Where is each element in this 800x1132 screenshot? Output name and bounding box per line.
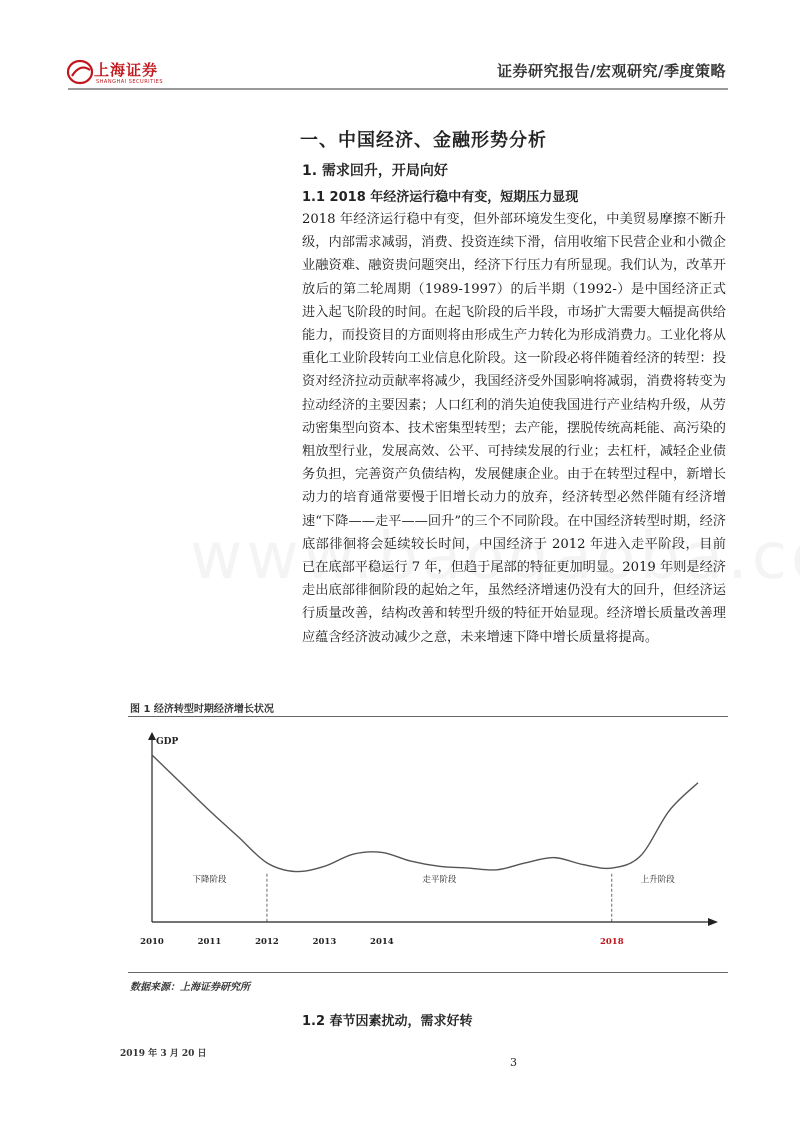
header-divider: [68, 88, 728, 90]
x-tick-label-2018: 2018: [599, 937, 624, 947]
x-tick-label-2010: 2010: [140, 937, 164, 947]
y-axis-arrow-icon: [148, 732, 156, 740]
figure-caption: 图 1 经济转型时期经济增长状况: [130, 704, 274, 715]
footer-date: 2019 年 3 月 20 日: [120, 1049, 207, 1059]
y-axis-label: GDP: [156, 737, 179, 747]
phase-label-0: 下降阶段: [192, 875, 227, 885]
logo-english-text: SHANGHAI SECURITIES: [96, 79, 164, 85]
x-tick-label-2014: 2014: [370, 937, 394, 947]
phase-label-1: 走平阶段: [422, 875, 457, 885]
phase-label-2: 上升阶段: [640, 875, 675, 885]
figure-top-rule: [128, 716, 728, 717]
report-category-title: 证券研究报告/宏观研究/季度策略: [497, 62, 726, 80]
x-tick-label-2012: 2012: [255, 937, 279, 947]
x-tick-label-2011: 2011: [197, 937, 222, 947]
x-axis-arrow-icon: [708, 918, 718, 926]
next-subsection-heading: 1.2 春节因素扰动，需求好转: [302, 1014, 473, 1029]
subsection-heading: 1. 需求回升，开局向好: [302, 163, 448, 179]
gdp-transition-chart: [128, 722, 728, 968]
figure-bottom-rule: [128, 972, 728, 973]
figure-source: 数据来源：上海证券研究所: [130, 982, 250, 993]
body-paragraph: 2018 年经济运行稳中有变，但外部环境发生变化，中美贸易摩擦不断升级，内部需求减弱，消费、投资连续下滑，信用收缩下民营企业和小微企业融资难、融资贵问题突出，经济下行压力有所显现。我们认为，改革开放后的第二轮周期（1989-1997）的后半期（1992-）是中国经济正式进入起飞阶段的时间。在起飞阶段的后半段，市场扩大需要大幅提高供给能力，而投资目的方面则将由形成生产力转化为形成消费力。工业化将从重化工业阶段转向工业信息化阶段。这一阶段必将伴随着经济的转型：投资对经济拉动贡献率将减少，我国经济受外国影响将减弱，消费将转变为拉动经济的主要因素；人口红利的消失迫使我国进行产业结构升级，从劳动密集型向资本、技术密集型转型；去产能，摆脱传统高耗能、高污染的粗放型行业，发展高效、公平、可持续发展的行业；去杠杆，减轻企业债务负担，完善资产负债结构，发展健康企业。由于在转型过程中，新增长动力的培育通常要慢于旧增长动力的放弃，经济转型必然伴随有经济增速“下降——走平——回升”的三个不同阶段。在中国经济转型时期，经济底部徘徊将会延续较长时间，中国经济于 2012 年进入走平阶段，目前已在底部平稳运行 7 年，但趋于尾部的特征更加明显。2019 年则是经济走出底部徘徊阶段的起始之年，虽然经济增速仍没有大的回升，但经济运行质量改善，结构改善和转型升级的特征开始显现。经济增长质量改善理应蕴含经济波动减少之意，未来增速下降中增长质量将提高。: [302, 212, 726, 645]
sub-subsection-heading: 1.1 2018 年经济运行稳中有变，短期压力显现: [302, 190, 579, 205]
logo-chinese-text: 上海证券: [94, 61, 159, 79]
gdp-series-line: [152, 755, 698, 872]
page-number: 3: [510, 1056, 517, 1069]
section-heading: 一、中国经济、金融形势分析: [300, 130, 547, 151]
x-tick-label-2013: 2013: [312, 937, 337, 947]
